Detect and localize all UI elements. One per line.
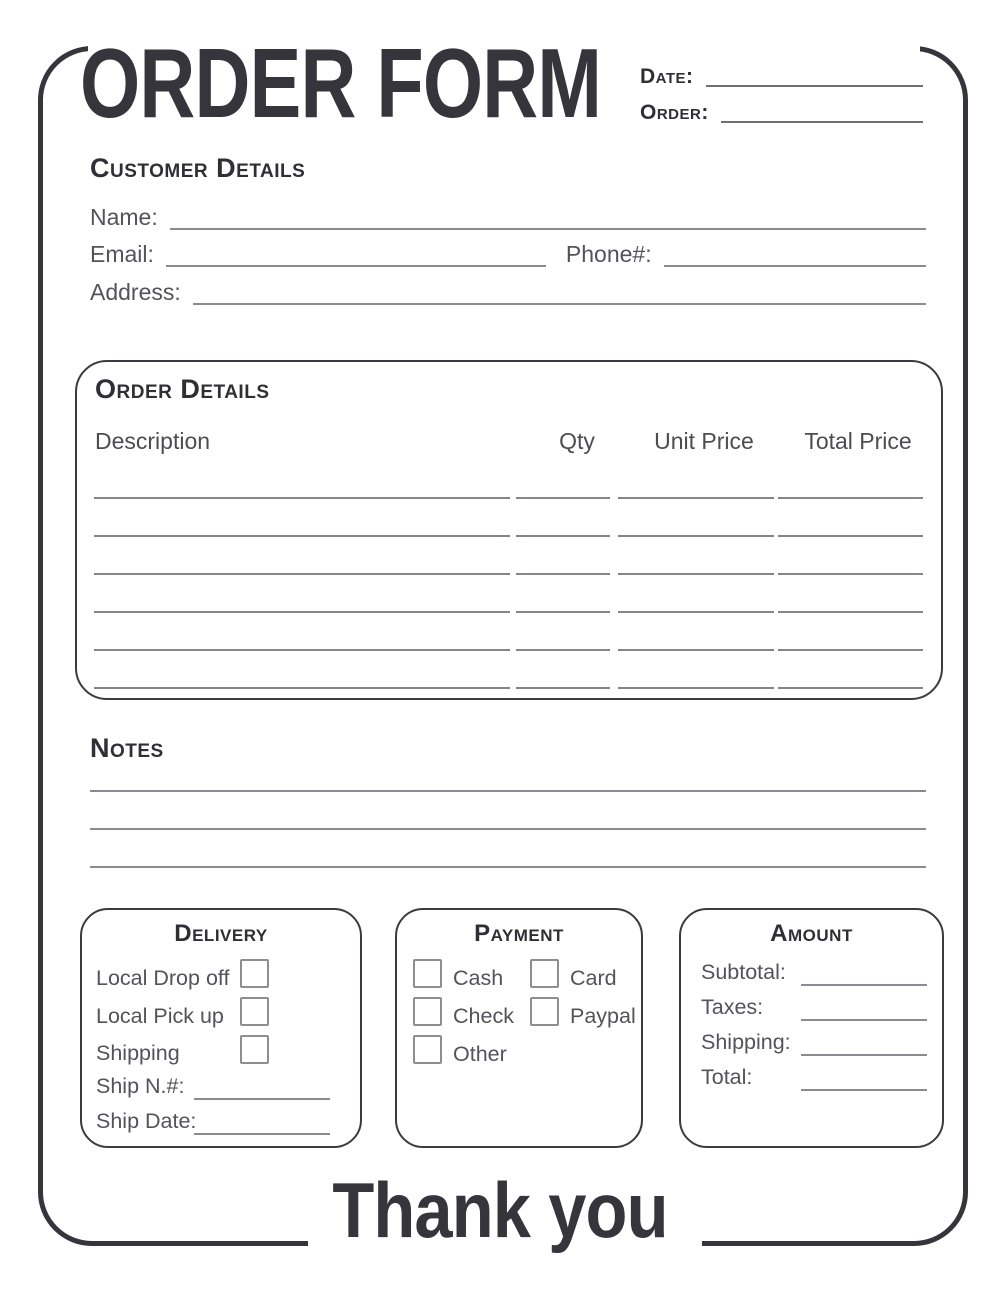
item-qty-line[interactable] (516, 687, 610, 689)
address-label: Address: (90, 278, 181, 305)
item-unit-price-line[interactable] (618, 687, 774, 689)
item-description-line[interactable] (94, 497, 510, 499)
local-drop-off-checkbox[interactable] (240, 959, 269, 988)
column-header-qty: Qty (559, 428, 595, 454)
phone-field-line[interactable] (664, 265, 926, 267)
shipping-field-line[interactable] (801, 1054, 927, 1056)
ship-number-label: Ship N.#: (96, 1074, 185, 1098)
paypal-checkbox[interactable] (530, 997, 559, 1026)
order-number-label: Order: (640, 101, 709, 124)
item-description-line[interactable] (94, 649, 510, 651)
subtotal-label: Subtotal: (701, 960, 786, 985)
item-description-line[interactable] (94, 611, 510, 613)
item-total-price-line[interactable] (778, 535, 923, 537)
column-header-unit-price: Unit Price (654, 428, 754, 454)
item-qty-line[interactable] (516, 573, 610, 575)
column-header-description: Description (95, 428, 211, 454)
shipping-amount-label: Shipping: (701, 1030, 791, 1055)
amount-box (679, 908, 944, 1148)
payment-option-label: Paypal (570, 1004, 636, 1028)
total-label: Total: (701, 1065, 753, 1090)
delivery-option-label: Local Pick up (96, 1004, 224, 1028)
email-label: Email: (90, 240, 154, 267)
item-description-line[interactable] (94, 535, 510, 537)
item-description-line[interactable] (94, 573, 510, 575)
check-checkbox[interactable] (413, 997, 442, 1026)
ship-date-field-line[interactable] (194, 1133, 330, 1135)
item-total-price-line[interactable] (778, 573, 923, 575)
order-number-field-line[interactable] (721, 121, 923, 123)
date-field-line[interactable] (706, 85, 923, 87)
name-label: Name: (90, 203, 158, 230)
notes-line[interactable] (90, 866, 926, 868)
item-unit-price-line[interactable] (618, 573, 774, 575)
thank-you-text: Thank you (332, 1166, 668, 1254)
amount-heading: Amount (770, 920, 853, 947)
payment-option-label: Other (453, 1042, 507, 1066)
name-field-line[interactable] (170, 228, 926, 230)
item-total-price-line[interactable] (778, 649, 923, 651)
customer-details-heading: Customer Details (90, 153, 306, 183)
shipping-checkbox[interactable] (240, 1035, 269, 1064)
notes-line[interactable] (90, 828, 926, 830)
cash-checkbox[interactable] (413, 959, 442, 988)
payment-option-label: Card (570, 966, 617, 990)
item-unit-price-line[interactable] (618, 497, 774, 499)
payment-box (395, 908, 643, 1148)
ship-date-label: Ship Date: (96, 1109, 197, 1133)
delivery-option-label: Shipping (96, 1041, 180, 1065)
item-total-price-line[interactable] (778, 687, 923, 689)
phone-label: Phone#: (565, 240, 652, 267)
payment-option-label: Cash (453, 966, 504, 990)
item-unit-price-line[interactable] (618, 611, 774, 613)
item-qty-line[interactable] (516, 611, 610, 613)
order-details-heading: Order Details (95, 374, 270, 404)
date-label: Date: (640, 65, 694, 88)
item-unit-price-line[interactable] (618, 535, 774, 537)
payment-option-label: Check (453, 1004, 514, 1028)
email-field-line[interactable] (166, 265, 546, 267)
item-unit-price-line[interactable] (618, 649, 774, 651)
page-title: ORDER FORM (80, 28, 602, 138)
card-checkbox[interactable] (530, 959, 559, 988)
delivery-heading: Delivery (174, 920, 268, 947)
taxes-label: Taxes: (701, 995, 764, 1020)
ship-number-field-line[interactable] (194, 1098, 330, 1100)
address-field-line[interactable] (193, 303, 926, 305)
item-total-price-line[interactable] (778, 611, 923, 613)
taxes-field-line[interactable] (801, 1019, 927, 1021)
other-checkbox[interactable] (413, 1035, 442, 1064)
local-pick-up-checkbox[interactable] (240, 997, 269, 1026)
item-qty-line[interactable] (516, 497, 610, 499)
item-qty-line[interactable] (516, 649, 610, 651)
notes-heading: Notes (90, 733, 164, 763)
item-qty-line[interactable] (516, 535, 610, 537)
item-description-line[interactable] (94, 687, 510, 689)
delivery-option-label: Local Drop off (96, 966, 230, 990)
payment-heading: Payment (474, 920, 564, 947)
total-field-line[interactable] (801, 1089, 927, 1091)
subtotal-field-line[interactable] (801, 984, 927, 986)
delivery-box (80, 908, 362, 1148)
column-header-total-price: Total Price (804, 428, 912, 454)
order-details-box (75, 360, 943, 700)
item-total-price-line[interactable] (778, 497, 923, 499)
notes-line[interactable] (90, 790, 926, 792)
